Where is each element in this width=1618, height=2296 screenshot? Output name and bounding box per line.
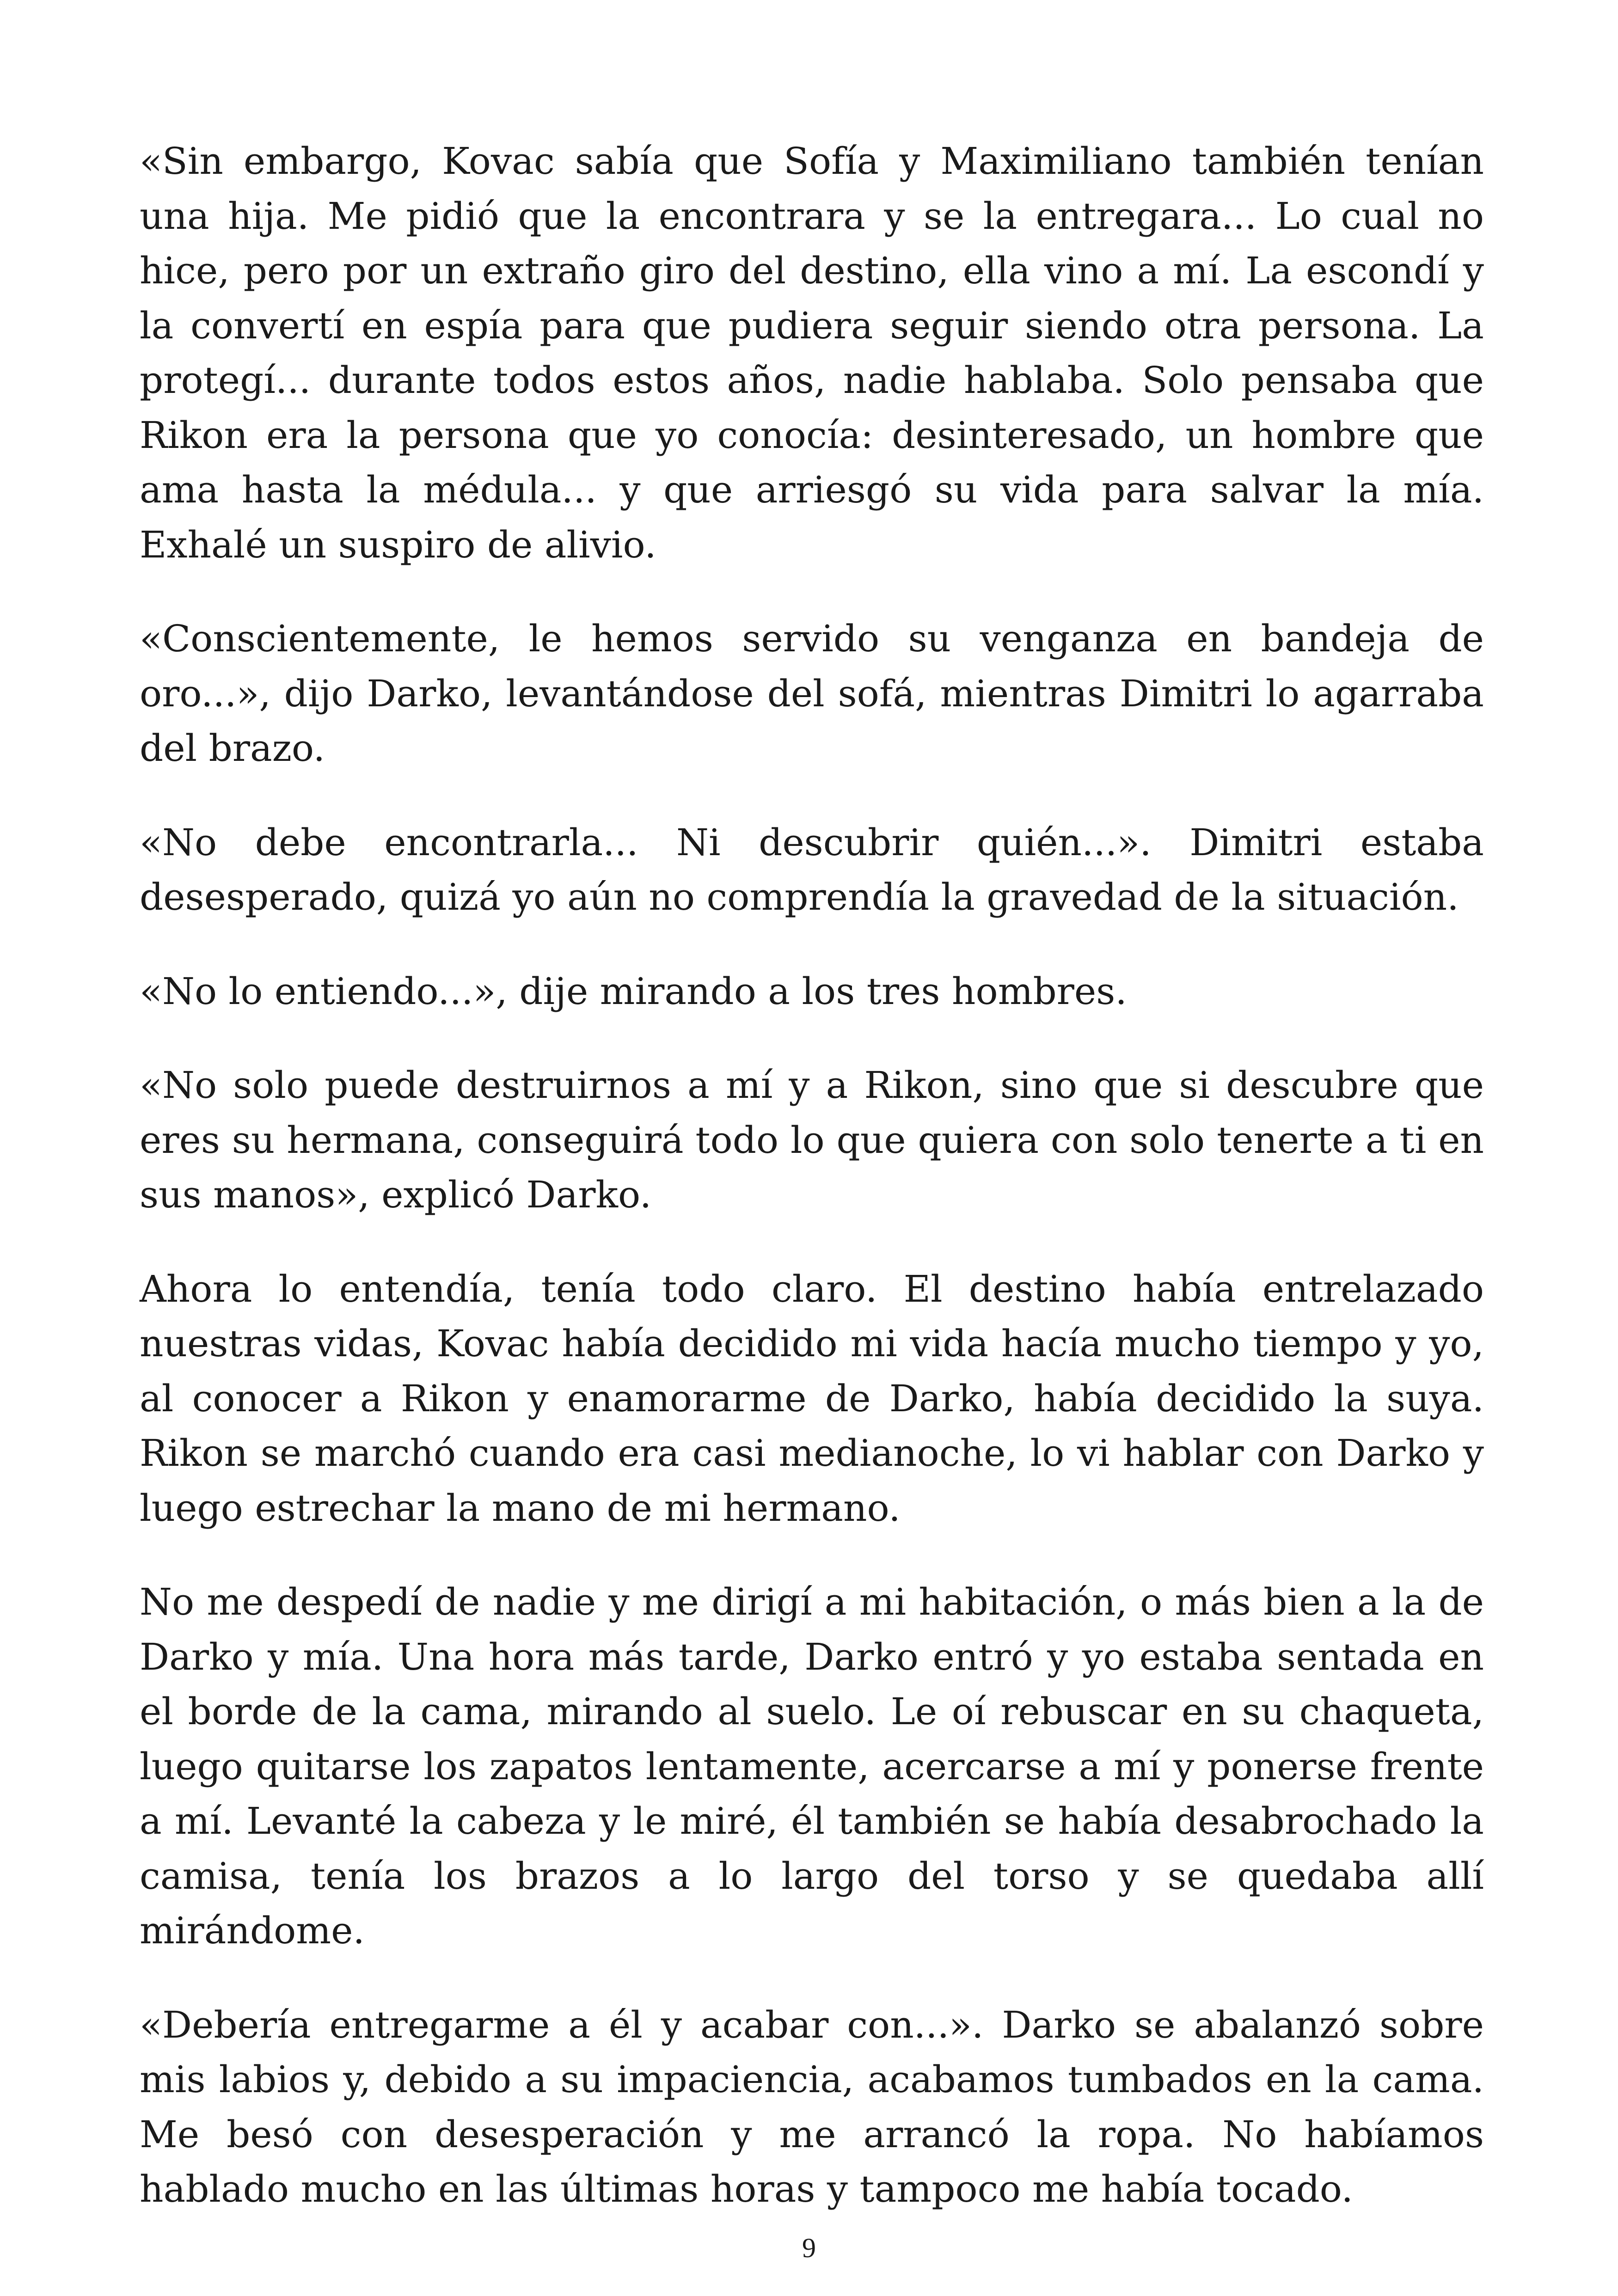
paragraph-3: «No debe encontrarla... Ni descubrir quién...». Dimitri estaba desesperado, quizá yo aún no comprendía la gravedad de la situación. xyxy=(140,820,1484,918)
paragraph-5: «No solo puede destruirnos a mí y a Rikon, sino que si descubre que eres su hermana, conseguirá todo lo que quiera con solo tenerte a ti en sus manos», explicó Darko. xyxy=(140,1064,1484,1216)
paragraph-7: No me despedí de nadie y me dirigí a mi habitación, o más bien a la de Darko y mía. Una hora más tarde, Darko entró y yo estaba sentada en el borde de la cama, mirando al suelo. Le oí rebuscar en su chaqueta, luego quitarse los zapatos lentamente, acercarse a mí y ponerse frente a mí. Levanté la cabeza y le miré, él también se había desabrochado la camisa, tenía los brazos a lo largo del torso y se quedaba allí mirándome. xyxy=(140,1580,1484,1952)
page-number: 9 xyxy=(802,2233,816,2263)
paragraph-1: «Sin embargo, Kovac sabía que Sofía y Maximiliano también tenían una hija. Me pidió que la encontrara y se la entregara... Lo cual no hice, pero por un extraño giro del destino, ella vino a mí. La escondí y la convertí en espía para que pudiera seguir siendo otra persona. La protegí... durante todos estos años, nadie hablaba. Solo pensaba que Rikon era la persona que yo conocía: desinteresado, un hombre que ama hasta la médula... y que arriesgó su vida para salvar la mía. Exhalé un suspiro de alivio. xyxy=(140,140,1484,566)
paragraph-8: «Debería entregarme a él y acabar con...». Darko se abalanzó sobre mis labios y, debido a su impaciencia, acabamos tumbados en la cama. Me besó con desesperación y me arrancó la ropa. No habíamos hablado mucho en las últimas horas y tampoco me había tocado. xyxy=(140,2003,1484,2210)
body-text xyxy=(140,134,1484,2256)
paragraph-4: «No lo entiendo...», dije mirando a los tres hombres. xyxy=(140,969,1127,1013)
paragraph-2: «Conscientemente, le hemos servido su venganza en bandeja de oro...», dijo Darko, levantándose del sofá, mientras Dimitri lo agarraba del brazo. xyxy=(140,617,1484,770)
paragraph-6: Ahora lo entendía, tenía todo claro. El destino había entrelazado nuestras vidas, Kovac había decidido mi vida hacía mucho tiempo y yo, al conocer a Rikon y enamorarme de Darko, había decidido la suya. Rikon se marchó cuando era casi medianoche, lo vi hablar con Darko y luego estrechar la mano de mi hermano. xyxy=(140,1267,1484,1530)
